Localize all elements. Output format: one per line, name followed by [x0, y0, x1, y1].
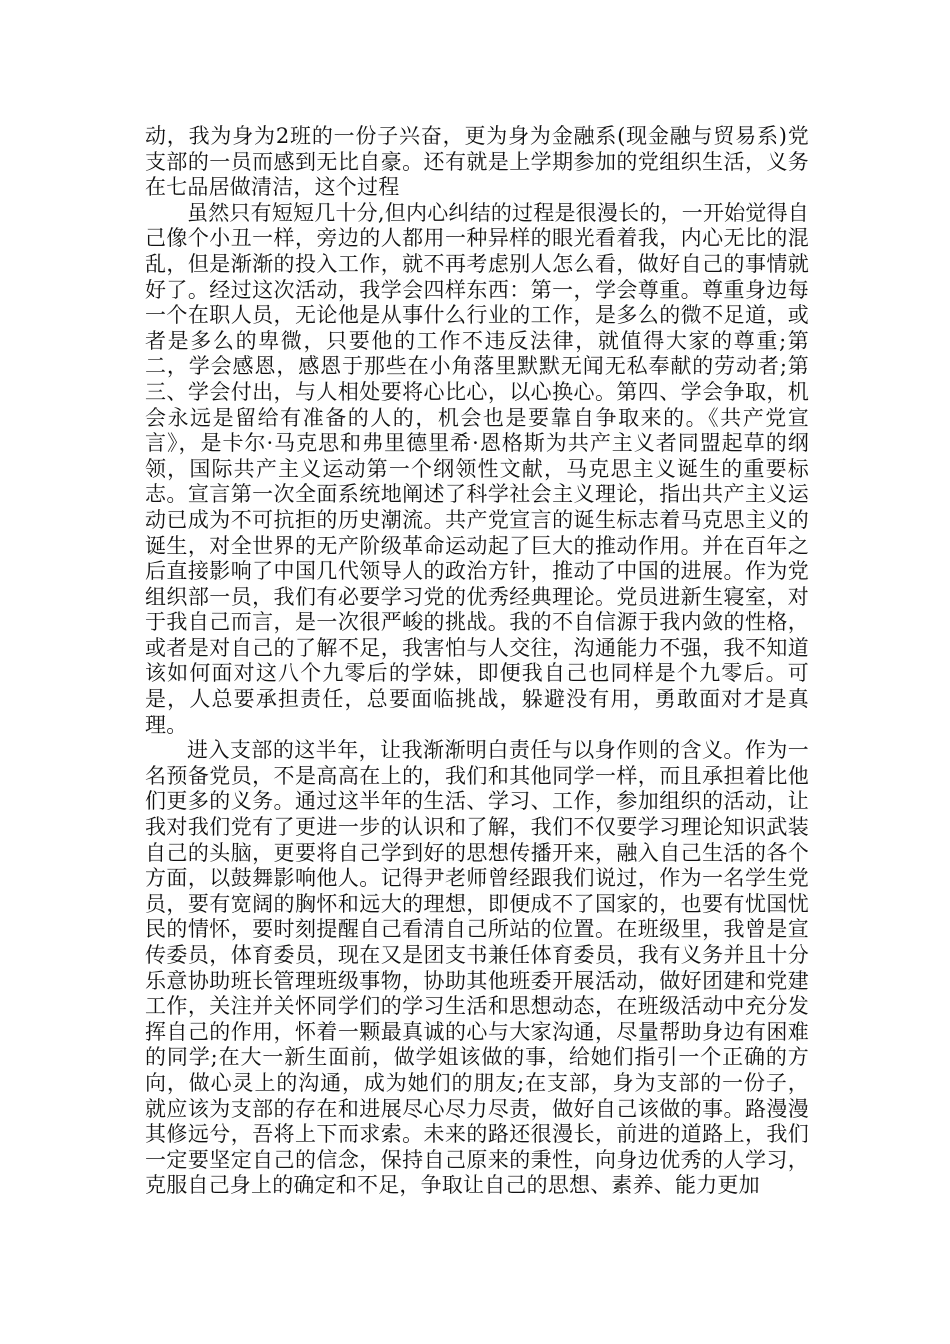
body-text — [145, 124, 809, 1199]
paragraph-1: 动，我为身为2班的一份子兴奋，更为身为金融系(现金融与贸易系)党支部的一员而感到无比自豪。还有就是上学期参加的党组织生活，义务在七品居做清洁，这个过程 — [145, 124, 809, 200]
paragraph-3: 进入支部的这半年，让我渐渐明白责任与以身作则的含义。作为一名预备党员，不是高高在上的，我们和其他同学一样，而且承担着比他们更多的义务。通过这半年的生活、学习、工作，参加组织的活动，让我对我们党有了更进一步的认识和了解，我们不仅要学习理论知识武装自己的头脑，更要将自己学到好的思想传播开来，融入自己生活的各个方面，以鼓舞影响他人。记得尹老师曾经跟我们说过，作为一名学生党员，要有宽阔的胸怀和远大的理想，即便成不了国家的，也要有忧国忧民的情怀，要时刻提醒自己看清自己所站的位置。在班级里，我曾是宣传委员，体育委员，现在又是团支书兼任体育委员，我有义务并且十分乐意协助班长管理班级事物，协助其他班委开展活动，做好团建和党建工作，关注并关怀同学们的学习生活和思想动态，在班级活动中充分发挥自己的作用，怀着一颗最真诚的心与大家沟通，尽量帮助身边有困难的同学;在大一新生面前，做学姐该做的事，给她们指引一个正确的方向，做心灵上的沟通，成为她们的朋友;在支部，身为支部的一份子，就应该为支部的存在和进展尽心尽力尽责，做好自己该做的事。路漫漫其修远兮，吾将上下而求索。未来的路还很漫长，前进的道路上，我们一定要坚定自己的信念，保持自己原来的秉性，向身边优秀的人学习，克服自己身上的确定和不足，争取让自己的思想、素养、能力更加 — [145, 738, 809, 1198]
paragraph-2: 虽然只有短短几十分,但内心纠结的过程是很漫长的，一开始觉得自己像个小丑一样，旁边的人都用一种异样的眼光看着我，内心无比的混乱，但是渐渐的投入工作，就不再考虑别人怎么看，做好自己的事情就好了。经过这次活动，我学会四样东西：第一，学会尊重。尊重身边每一个在职人员，无论他是从事什么行业的工作，是多么的微不足道，或者是多么的卑微，只要他的工作不违反法律，就值得大家的尊重;第二，学会感恩，感恩于那些在小角落里默默无闻无私奉献的劳动者;第三、学会付出，与人相处要将心比心，以心换心。第四、学会争取，机会永远是留给有准备的人的，机会也是要靠自争取来的。《共产党宣言》，是卡尔·马克思和弗里德里希·恩格斯为共产主义者同盟起草的纲领，国际共产主义运动第一个纲领性文献，马克思主义诞生的重要标志。宣言第一次全面系统地阐述了科学社会主义理论，指出共产主义运动已成为不可抗拒的历史潮流。共产党宣言的诞生标志着马克思主义的诞生，对全世界的无产阶级革命运动起了巨大的推动作用。并在百年之后直接影响了中国几代领导人的政治方针，推动了中国的进展。作为党组织部一员，我们有必要学习党的优秀经典理论。党员进新生寝室，对于我自己而言，是一次很严峻的挑战。我的不自信源于我内敛的性格，或者是对自己的了解不足，我害怕与人交往，沟通能力不强，我不知道该如何面对这八个九零后的学妹，即便我自己也同样是个九零后。可是，人总要承担责任，总要面临挑战，躲避没有用，勇敢面对才是真理。 — [145, 200, 809, 737]
